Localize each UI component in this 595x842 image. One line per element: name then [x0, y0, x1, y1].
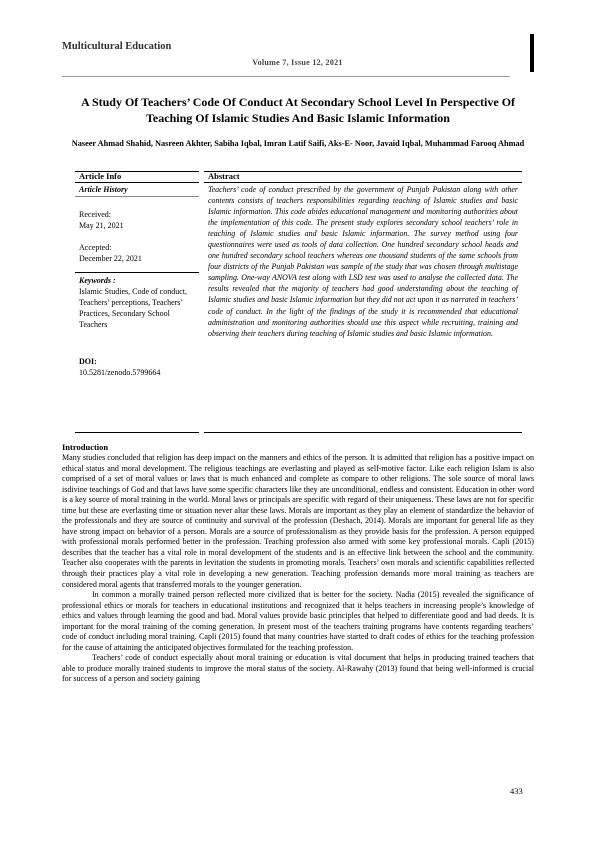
doi-label: DOI: [79, 357, 97, 366]
abstract-top-rule [204, 171, 522, 172]
keywords-list: Islamic Studies, Code of conduct, Teachers’ perceptions, Teachers’ Practices, Secondary School Teachers [79, 287, 187, 329]
introduction-body [62, 453, 534, 685]
article-info-heading-rule [75, 182, 199, 183]
paper-title: A Study Of Teachers’ Code Of Conduct At Secondary School Level In Perspective Of Teaching Of Islamic Studies And Basic Islamic Information [80, 95, 516, 125]
issue-info: Volume 7, Issue 12, 2021 [252, 58, 343, 67]
keywords-rule [75, 272, 199, 273]
journal-name: Multicultural Education [62, 41, 172, 52]
abstract-heading-rule [204, 182, 522, 183]
page-number: 433 [510, 786, 523, 796]
received-date: May 21, 2021 [79, 221, 124, 230]
paper-authors: Naseer Ahmad Shahid, Nasreen Akhter, Sabiha Iqbal, Imran Latif Saifi, Aks-E- Noor, Javaid Iqbal, Muhammad Farooq Ahmad [71, 139, 525, 148]
intro-paragraph-3: Teachers’ code of conduct especially about moral training or education is vital document that helps in producing trained teachers that able to produce morally trained students to improve the moral status of the society. Al-Rawahy (2013) found that being well-informed is crucial for success of a person and society gaining [62, 653, 534, 684]
accepted-date: December 22, 2021 [79, 254, 142, 263]
abstract-text: Teachers’ code of conduct prescribed by the government of Punjab Pakistan along with other contents consists of teachers responsibilities regarding teaching of Islamic studies and basic Islamic information. This code abides educational management and monitoring authorities about the implementation of this code. The present study explores secondary school teachers’ role in teaching of Islamic studies and basic Islamic information. The survey method using four questionnaires were used as tools of data collection. One hundred secondary school heads and one hundred secondary school teachers whereas one thousand students of the same schools from four districts of the Punjab Pakistan was sample of the study that was chosen through multistage sampling. One-way ANOVA test along with LSD test was used to analyse the collected data. The results revealed that the majority of teachers had good understanding about the teaching of Islamic studies and basic Islamic information but they did not act upon it as narrated in teachers’ code of conduct. In the light of the findings of the study it is recommended that educational administration and monitoring authorities should use this aspect while recruiting, training and observing their teachers during teaching of Islamic studies and basic Islamic information. [208, 185, 518, 338]
abstract-bottom-rule [204, 432, 522, 433]
received-label: Received: [79, 210, 111, 219]
keywords-label: Keywords : [79, 276, 116, 285]
introduction-heading: Introduction [62, 442, 109, 452]
accepted-label: Accepted: [79, 243, 112, 252]
history-rule [75, 196, 199, 197]
article-info-heading: Article Info [79, 171, 122, 181]
doi-value: 10.5281/zenodo.5799664 [79, 368, 161, 377]
intro-paragraph-1: Many studies concluded that religion has deep impact on the manners and ethics of the person. It is admitted that religion has a positive impact on ethical status and moral development. The religious teachings are everlasting and played as self-motive factor. Like each religion Islam is also comprised of a set of moral values or laws that is much enhanced and complete as compare to other religions. The sole source of moral laws isdivine teachings of God and that laws have some specific characters like they are unconditional, endless and consistent. Education in other word is a key source of moral training in the world. Moral laws or principals are specific with regard of their uniqueness. These laws are not for specific time but these are everlasting time or situation never altar these laws. Morals are important as they play an element of standardize the behavior of the professionals and they are source of continuity and survival of the profession (Deshach, 2014). Morals are important for general life as they have strong impact on behavior of a person. Morals are a source of professionalism as they provide basis for the profession. A person equipped with professional morals performed better in the profession. Teaching profession also armed with some key professional morals. Capli (2015) describes that the teacher has a vital role in moral development of the students and is an effective link between the school and the community. Teacher also cooperates with the parents in levitation the students in promoting morals. Teachers’ own morals and scientific capabilities reflected through their practices play a vital role in developing a new generation. Teaching profession demands more moral training as teachers are considered moral agents that transferred morals to the younger generation. [62, 453, 534, 589]
intro-paragraph-2: In common a morally trained person reflected more civilized that is better for the society. Nadia (2015) revealed the significance of professional ethics or morals for teachers in educational institutions and recognized that it helps teachers in increasing people’s knowledge of ethics and values through learning the good and bad. Moral values provide basic principles that helped to differentiate good and bad deeds. It is important for the moral training of the coming generation. In present most of the teachers training programs have contents regarding teachers’ code of conduct including moral training. Capli (2015) found that many countries have started to draft codes of ethics for the teaching profession for the cause of attaining the anticipated objectives formulated for the teaching profession. [62, 590, 534, 652]
abstract-heading: Abstract [208, 171, 240, 181]
header-divider [62, 76, 510, 77]
article-info-bottom-rule [75, 432, 199, 433]
article-history-label: Article History [79, 185, 128, 194]
